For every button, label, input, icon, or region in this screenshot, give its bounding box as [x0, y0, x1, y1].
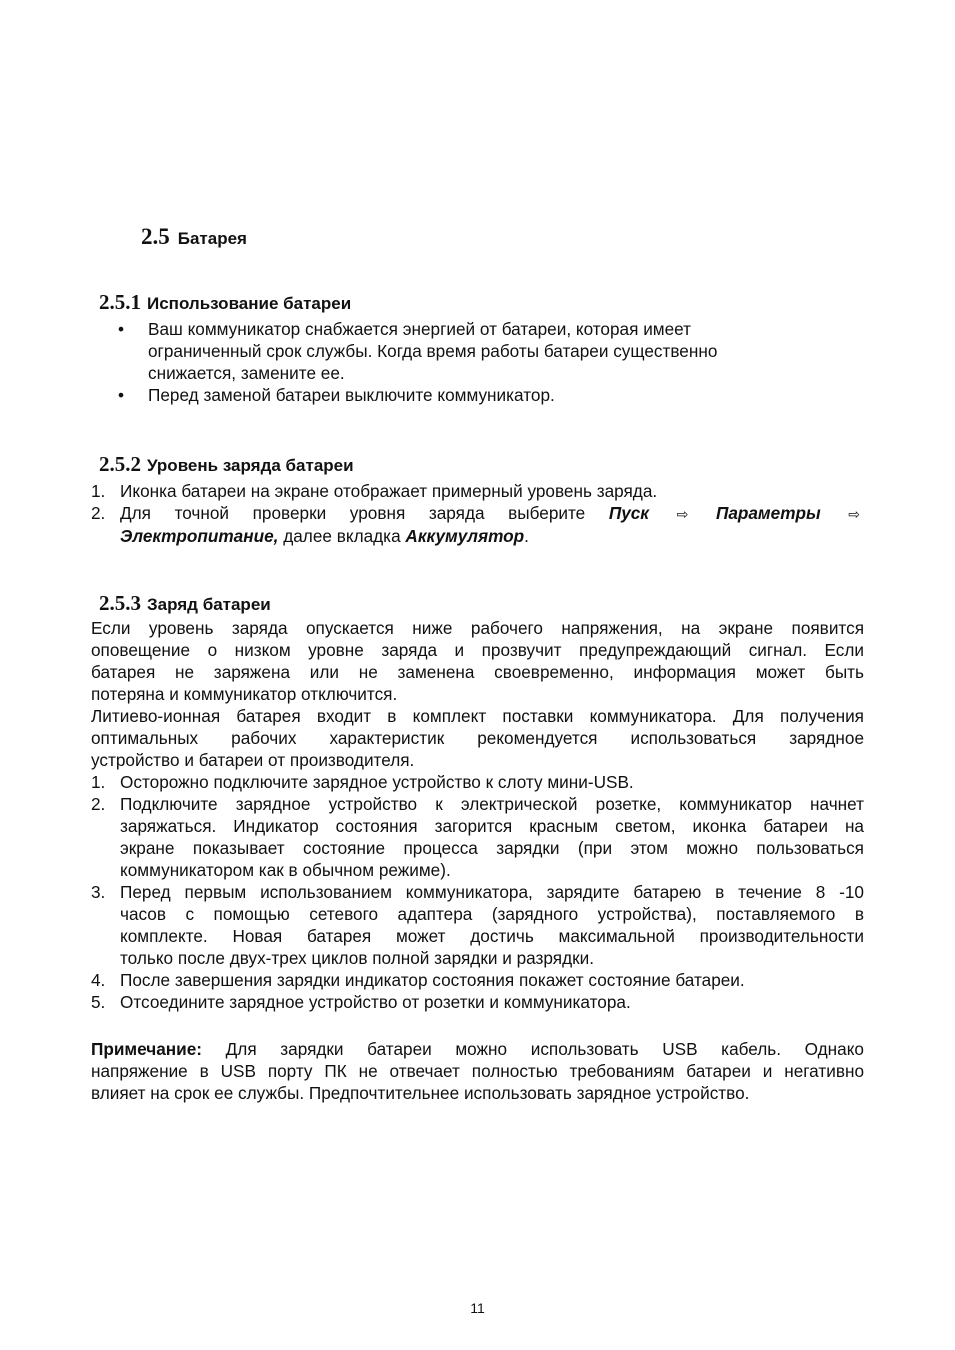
note-text: Для зарядки батареи можно использовать USB кабель. Однако	[202, 1039, 864, 1059]
list-item-line: экране показывает состояние процесса зарядки (при этом можно пользоваться	[120, 838, 864, 858]
list-number: 4.	[91, 970, 106, 990]
list-item-line: заряжаться. Индикатор состояния загорится красным светом, иконка батареи на	[120, 816, 864, 836]
list-item-line: часов с помощью сетевого адаптера (зарядного устройства), поставляемого в	[120, 904, 864, 924]
list-item	[118, 384, 818, 406]
paragraph-line: батарея не заряжена или не заменена своевременно, информация может быть	[91, 662, 864, 682]
note-line: напряжение в USB порту ПК не отвечает полностью требованиям батареи и негативно	[91, 1061, 864, 1081]
list-item	[91, 881, 864, 969]
list-item-line: Отсоедините зарядное устройство от розетки и коммуникатора.	[120, 992, 631, 1012]
paragraph-line: потеряна и коммуникатор отключится.	[91, 684, 398, 704]
paragraph-line: оптимальных рабочих характеристик рекомендуется использоваться зарядное	[91, 728, 864, 748]
list-item-line	[120, 502, 864, 525]
note-label: Примечание:	[91, 1039, 203, 1059]
paragraph-line: оповещение о низком уровне заряда и прозвучит предупреждающий сигнал. Если	[91, 640, 864, 660]
list-number: 2.	[91, 794, 106, 814]
list-item-text: Иконка батареи на экране отображает примерный уровень заряда.	[120, 481, 658, 501]
list-number: 1.	[91, 481, 106, 501]
list-item-text: .	[524, 526, 529, 546]
list-item-line: Осторожно подключите зарядное устройство к слоту мини-USB.	[120, 772, 634, 792]
list-item-line: После завершения зарядки индикатор состояния покажет состояние батареи.	[120, 970, 745, 990]
list-item-line: Ваш коммуникатор снабжается энергией от батареи, которая имеет	[148, 319, 692, 339]
subsection-number: 2.5.2	[99, 452, 141, 476]
subsection-heading-2-5-3	[99, 592, 271, 616]
tab-battery: Аккумулятор	[405, 526, 525, 546]
paragraph-line: Если уровень заряда опускается ниже рабочего напряжения, на экране появится	[91, 618, 864, 638]
subsection-title: Использование батареи	[147, 294, 352, 313]
section-number: 2.5	[141, 224, 170, 249]
list-item-line: только после двух-трех циклов полной зарядки и разрядки.	[120, 948, 594, 968]
list-item	[91, 793, 864, 881]
subsection-number: 2.5.1	[99, 290, 141, 314]
menu-settings: Параметры	[715, 503, 821, 523]
list-item	[91, 969, 864, 991]
list-item-line: ограниченный срок службы. Когда время работы батареи существенно	[148, 341, 718, 361]
list-item-line: Подключите зарядное устройство к электрической розетке, коммуникатор начнет	[120, 794, 864, 814]
arrow-right-icon: ⇨	[676, 506, 689, 522]
list-item	[91, 480, 864, 502]
section-heading	[141, 226, 247, 250]
subsection-number: 2.5.3	[99, 591, 141, 615]
paragraph-low-charge	[91, 617, 864, 771]
paragraph-line: Литиево-ионная батарея входит в комплект поставки коммуникатора. Для получения	[91, 706, 864, 726]
subsection-heading-2-5-2	[99, 453, 354, 477]
bullet-icon: •	[118, 319, 125, 339]
bullet-icon: •	[118, 385, 125, 405]
list-item	[118, 318, 818, 384]
arrow-right-icon: ⇨	[848, 506, 860, 522]
charging-steps-list	[91, 771, 864, 1013]
subsection-title: Уровень заряда батареи	[147, 456, 354, 475]
list-item	[91, 991, 864, 1013]
list-item-text: далее вкладка	[278, 526, 406, 546]
list-item-line: Перед заменой батареи выключите коммуникатор.	[148, 385, 555, 405]
list-item-line: коммуникатором как в обычном режиме).	[120, 860, 451, 880]
menu-start: Пуск	[608, 503, 650, 523]
list-item-line: комплекте. Новая батарея может достичь максимальной производительности	[120, 926, 864, 946]
charge-level-list	[91, 480, 864, 547]
note-paragraph	[91, 1038, 864, 1104]
list-number: 3.	[91, 882, 106, 902]
note-line: влияет на срок ее службы. Предпочтительнее использовать зарядное устройство.	[91, 1083, 750, 1103]
page-number: 11	[470, 1300, 485, 1316]
list-item-line	[120, 525, 864, 547]
list-item-text: Для точной проверки уровня заряда выберите	[120, 503, 586, 523]
battery-usage-list	[118, 318, 818, 406]
section-title: Батарея	[177, 229, 247, 248]
list-number: 1.	[91, 772, 106, 792]
menu-power: Электропитание,	[120, 526, 279, 546]
list-item	[91, 771, 864, 793]
list-item-line: снижается, замените ее.	[148, 363, 345, 383]
list-number: 5.	[91, 992, 106, 1012]
list-item-line: Перед первым использованием коммуникатора, зарядите батарею в течение 8 -10	[120, 882, 864, 902]
list-item	[91, 502, 864, 547]
paragraph-line: устройство и батареи от производителя.	[91, 750, 415, 770]
subsection-title: Заряд батареи	[147, 595, 271, 614]
note-line	[91, 1038, 864, 1060]
subsection-heading-2-5-1	[99, 291, 351, 315]
list-number: 2.	[91, 503, 106, 523]
